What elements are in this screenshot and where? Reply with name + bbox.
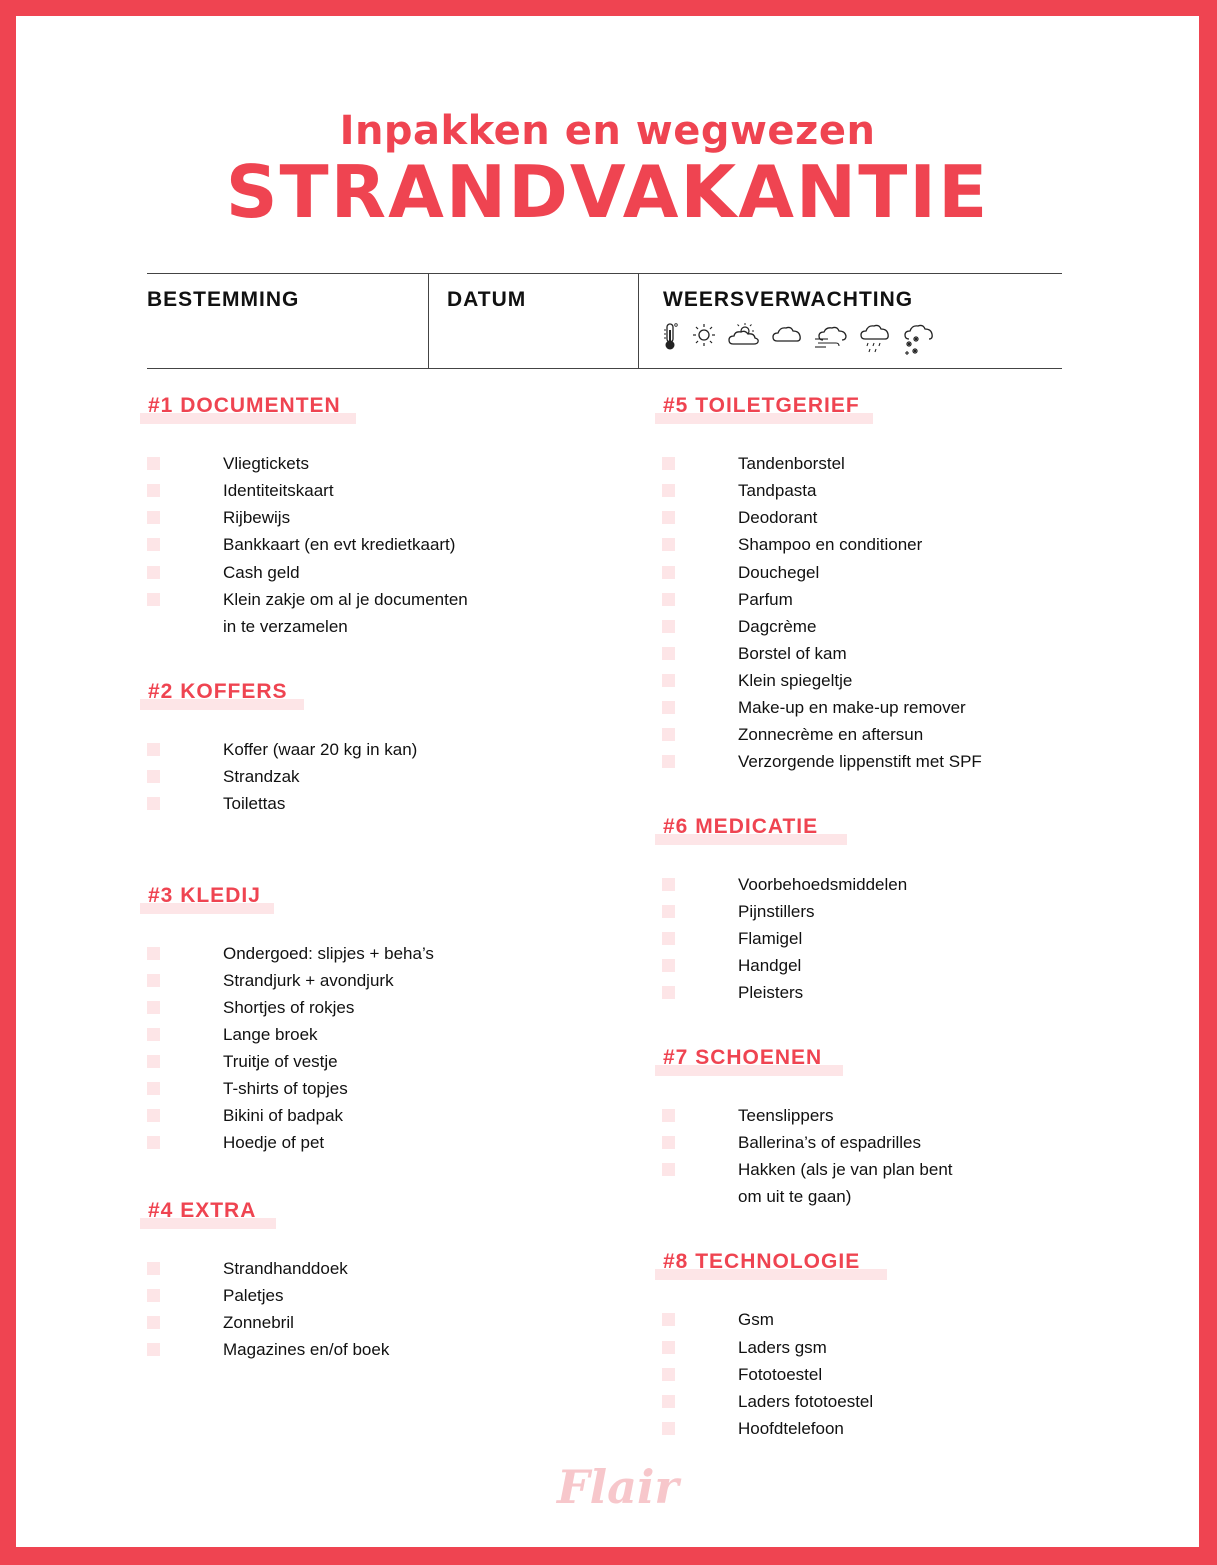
sun-icon[interactable]	[691, 322, 717, 348]
cloud-icon[interactable]	[771, 322, 803, 346]
checkbox[interactable]	[147, 1343, 160, 1356]
date-field[interactable]	[428, 274, 639, 368]
checkbox[interactable]	[147, 1055, 160, 1068]
checkbox[interactable]	[662, 755, 675, 768]
date-label: DATUM	[447, 288, 527, 311]
checkbox[interactable]	[662, 1368, 675, 1381]
page-subtitle: Inpakken en wegwezen	[339, 108, 876, 154]
wind-cloud-icon[interactable]	[814, 322, 848, 350]
checkbox[interactable]	[662, 674, 675, 687]
section-heading-kledij: #3 KLEDIJ	[140, 892, 274, 914]
svg-text:Flair: Flair	[557, 1460, 679, 1514]
checkbox[interactable]	[147, 947, 160, 960]
checkbox[interactable]	[147, 511, 160, 524]
page-title: STRANDVAKANTIE	[225, 150, 990, 234]
section-heading-documenten: #1 DOCUMENTEN	[140, 402, 356, 424]
thermometer-icon[interactable]	[661, 322, 681, 352]
checkbox[interactable]	[662, 620, 675, 633]
checkbox[interactable]	[662, 959, 675, 972]
checkbox[interactable]	[147, 974, 160, 987]
rain-cloud-icon[interactable]	[859, 322, 891, 356]
checkbox[interactable]	[147, 1082, 160, 1095]
section-heading-koffers: #2 KOFFERS	[140, 688, 304, 710]
checkbox[interactable]	[147, 797, 160, 810]
checkbox[interactable]	[147, 1289, 160, 1302]
checkbox[interactable]	[662, 1163, 675, 1176]
checkbox[interactable]	[662, 878, 675, 891]
checkbox[interactable]	[147, 484, 160, 497]
checkbox[interactable]	[147, 1028, 160, 1041]
checkbox[interactable]	[662, 484, 675, 497]
checkbox[interactable]	[147, 770, 160, 783]
checkbox[interactable]	[662, 538, 675, 551]
flair-logo	[553, 1453, 679, 1521]
checkbox[interactable]	[147, 593, 160, 606]
checkbox[interactable]	[662, 647, 675, 660]
section-heading-schoenen: #7 SCHOENEN	[655, 1054, 843, 1076]
checkbox[interactable]	[662, 1341, 675, 1354]
checklist-sheet: Inpakken en wegwezen STRANDVAKANTIE BESTEMMING DATUM WEERSVERWACHTING #1 DOCUMENTEN Vliegtickets Identiteitskaart Rijbewijs Bankkaart (en evt kredietkaart) Cash geld Klein zakje om al je documenten in te verzamelen #2 KOFFERS Koffer (waar 20 kg in kan) Strandzak Toilettas #3 KLEDIJ Ondergoed: slipjes + beha’s Strandjurk + avondjurk Shortjes of rokjes Lange broek Truitje of vestje T-shirts of topjes Bikini of badpak Hoedje of pet #4 EXTRA Strandhanddoek Paletjes Zonnebril Magazines en/of boek #5 TOILETGERIEF Tandenborstel Tandpasta Deodorant Shampoo en conditioner Douchegel Parfum Dagcrème Borstel of kam Klein spiegeltje Make-up en make-up remover Zonnecrème en aftersun Verzorgende lippenstift met SPF #6 MEDICATIE Voorbehoedsmiddelen Pijnstillers Flamigel Handgel Pleisters #7 SCHOENEN Teenslippers Ballerina’s of espadrilles Hakken (als je van plan bent om uit te gaan) #8 TECHNOLOGIE Gsm Laders gsm Fototoestel Laders fototoestel Hoofdtelefoon Flair	[16, 16, 1199, 1547]
checkbox[interactable]	[147, 566, 160, 579]
checkbox[interactable]	[662, 701, 675, 714]
checkbox[interactable]	[662, 1109, 675, 1122]
checkbox[interactable]	[662, 1136, 675, 1149]
section-heading-medicatie: #6 MEDICATIE	[655, 823, 847, 845]
sun-behind-cloud-icon[interactable]	[727, 322, 761, 350]
checkbox[interactable]	[662, 986, 675, 999]
destination-field[interactable]	[147, 274, 428, 368]
checkbox[interactable]	[662, 905, 675, 918]
checkbox[interactable]	[662, 728, 675, 741]
checkbox[interactable]	[147, 1109, 160, 1122]
section-heading-toiletgerief: #5 TOILETGERIEF	[655, 402, 873, 424]
checkbox[interactable]	[662, 932, 675, 945]
checkbox[interactable]	[147, 1136, 160, 1149]
weather-label: WEERSVERWACHTING	[663, 288, 914, 311]
checkbox[interactable]	[147, 743, 160, 756]
checkbox[interactable]	[662, 457, 675, 470]
checkbox[interactable]	[662, 593, 675, 606]
checkbox[interactable]	[662, 1313, 675, 1326]
checkbox[interactable]	[147, 538, 160, 551]
checkbox[interactable]	[662, 511, 675, 524]
checkbox[interactable]	[662, 1422, 675, 1435]
checkbox[interactable]	[662, 566, 675, 579]
checkbox[interactable]	[147, 1316, 160, 1329]
weather-field	[638, 274, 1063, 368]
checkbox[interactable]	[147, 457, 160, 470]
section-heading-technologie: #8 TECHNOLOGIE	[655, 1258, 887, 1280]
checkbox[interactable]	[147, 1001, 160, 1014]
section-heading-extra: #4 EXTRA	[140, 1207, 276, 1229]
trip-info-bar	[147, 273, 1062, 369]
checkbox[interactable]	[147, 1262, 160, 1275]
snow-cloud-icon[interactable]	[901, 322, 935, 358]
destination-label: BESTEMMING	[147, 288, 300, 311]
checkbox[interactable]	[662, 1395, 675, 1408]
